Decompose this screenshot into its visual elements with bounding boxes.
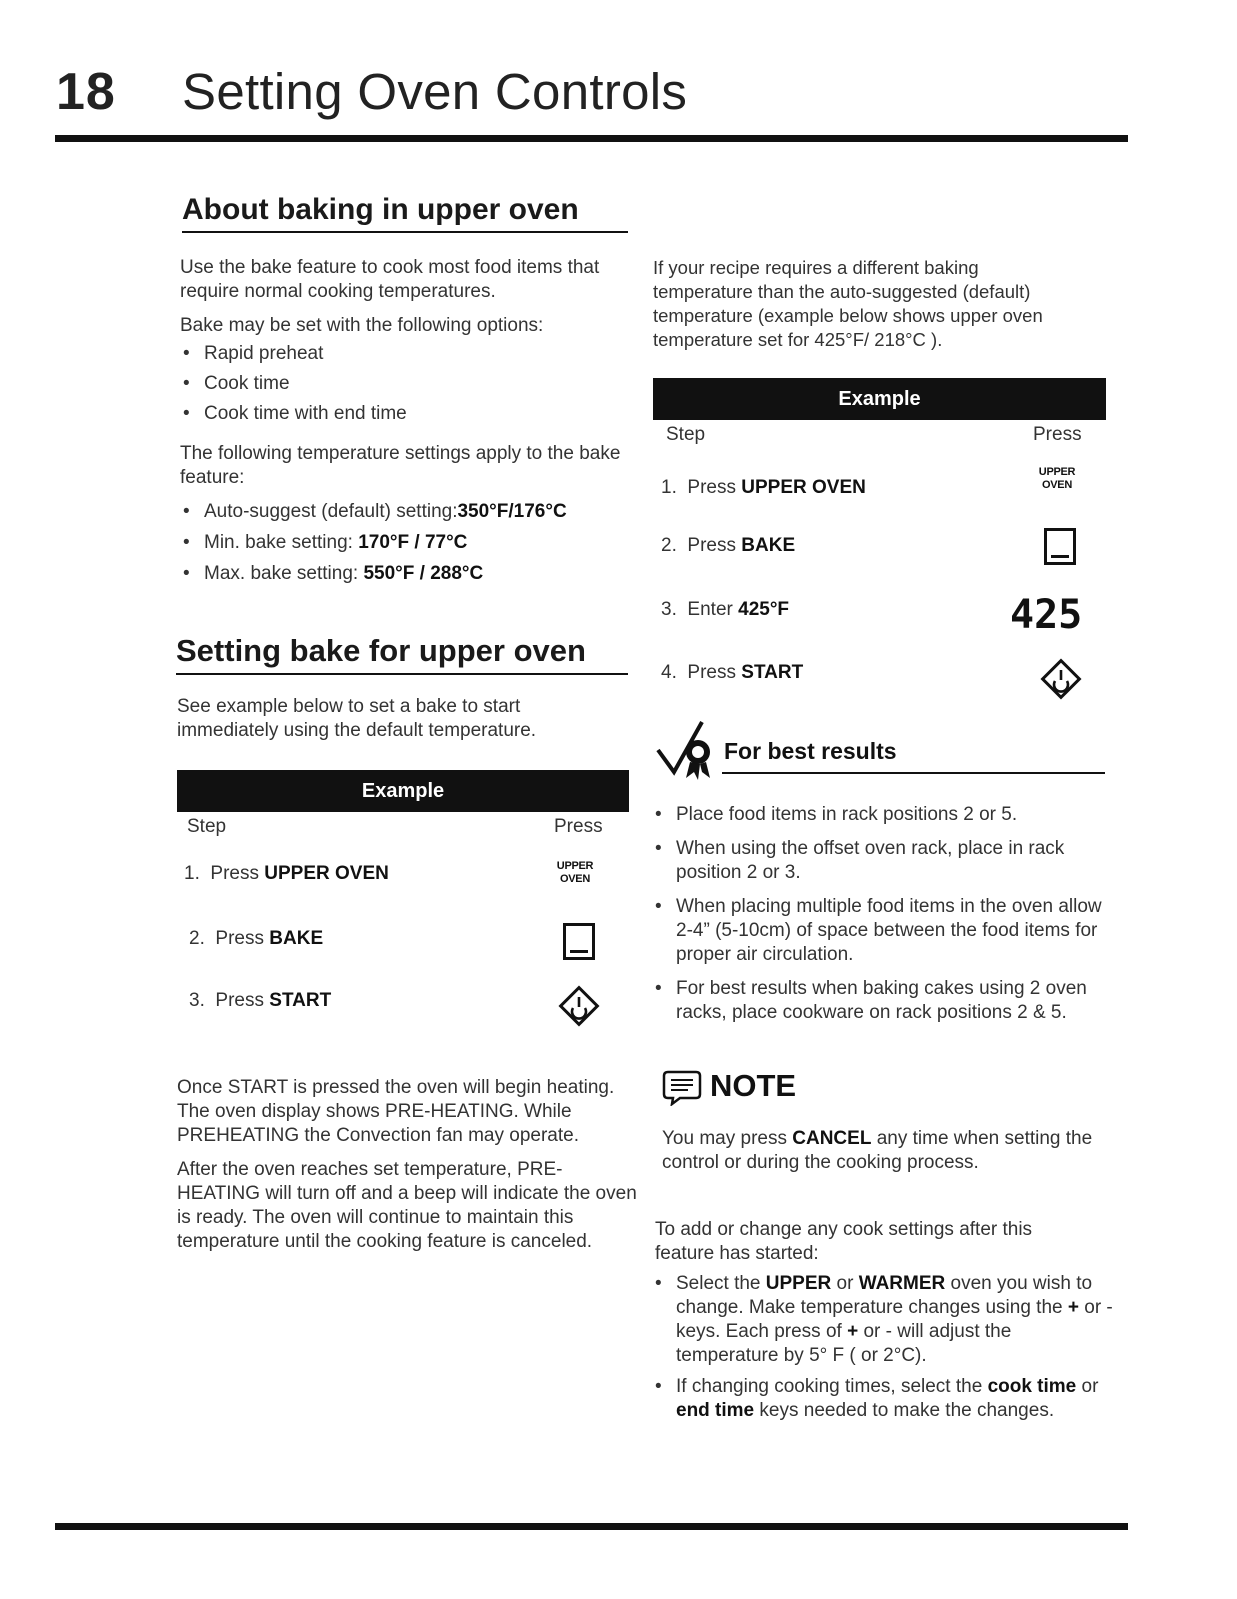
temperature-display: 425 [1010, 592, 1083, 638]
about-heading: About baking in upper oven [182, 193, 628, 233]
best-results-list [652, 803, 1122, 1035]
example-step: 2. Press BAKE [661, 535, 796, 556]
bake-options-list [180, 342, 635, 426]
note-icon [660, 1068, 704, 1106]
bake-key-icon [1044, 528, 1076, 565]
change-intro: To add or change any cook settings after this feature has started: [655, 1219, 1033, 1264]
list-item: • Select the UPPER or WARMER oven you wish to change. Make temperature changes using the + or - keys. Each press of + or - will adjust the temperature by 5° F ( or 2°C). [652, 1272, 1114, 1368]
start-key-icon [1040, 658, 1082, 700]
temperature-list [180, 500, 635, 586]
change-list [652, 1272, 1114, 1430]
note-text: You may press CANCEL any time when setting the control or during the cooking process. [662, 1128, 1093, 1173]
bake-key-icon [563, 923, 595, 960]
setting-paragraph: Once START is pressed the oven will begin heating. The oven display shows PRE-HEATING. While PREHEATING the Convection fan may operate. [177, 1077, 615, 1146]
setting-after [177, 1076, 639, 1264]
about-body [180, 256, 635, 593]
list-item: • Auto-suggest (default) setting:350°F/176°C [180, 500, 635, 524]
start-key-icon [558, 985, 600, 1027]
list-item: • Min. bake setting: 170°F / 77°C [180, 531, 635, 555]
example-step: 3. Enter 425°F [661, 599, 790, 620]
list-item: • When using the offset oven rack, place in rack position 2 or 3. [652, 837, 1122, 885]
example-step: 3. Press START [189, 990, 332, 1011]
list-item: • For best results when baking cakes using 2 oven racks, place cookware on rack positions 2 & 5. [652, 977, 1122, 1025]
setting-heading: Setting bake for upper oven [176, 633, 628, 675]
press-header: Press [1033, 424, 1082, 445]
upper-oven-key: UPPER OVEN [556, 860, 594, 885]
note-heading: NOTE [710, 1068, 797, 1103]
header-rule [55, 135, 1128, 142]
example-bar: Example [653, 378, 1106, 420]
setting-paragraph: After the oven reaches set temperature, PRE-HEATING will turn off and a beep will indicate the oven is ready. The oven will continue to maintain this temperature until the cooking feature is canceled. [177, 1159, 637, 1252]
example-step: 1. Press UPPER OVEN [184, 863, 389, 884]
right-intro: If your recipe requires a different baking temperature than the auto-suggested (default) temperature (example below shows upper oven temperature set for 425°F/ 218°C ). [653, 257, 1043, 350]
example-step: 1. Press UPPER OVEN [661, 477, 866, 498]
best-results-heading: For best results [724, 738, 897, 764]
list-item: • When placing multiple food items in the oven allow 2-4” (5-10cm) of space between the food items for proper air circulation. [652, 895, 1122, 967]
setting-intro: See example below to set a bake to start immediately using the default temperature. [177, 696, 537, 741]
step-header: Step [666, 424, 706, 445]
about-paragraph: The following temperature settings apply to the bake feature: [180, 443, 621, 488]
list-item: • Cook time [180, 372, 635, 396]
ribbon-checkmark-icon [652, 716, 718, 782]
about-paragraph: Use the bake feature to cook most food items that require normal cooking temperatures. [180, 257, 600, 302]
list-item: • Rapid preheat [180, 342, 635, 366]
footer-rule [55, 1523, 1128, 1530]
list-item: • If changing cooking times, select the cook time or end time keys needed to make the changes. [652, 1375, 1114, 1423]
example-bar: Example [177, 770, 629, 812]
step-header: Step [187, 816, 227, 837]
page-number: 18 [56, 63, 116, 121]
example-step: 2. Press BAKE [189, 928, 324, 949]
press-header: Press [554, 816, 603, 837]
best-results-rule [722, 772, 1105, 774]
list-item: • Max. bake setting: 550°F / 288°C [180, 562, 635, 586]
page-title: Setting Oven Controls [182, 63, 688, 120]
upper-oven-key: UPPER OVEN [1038, 466, 1076, 491]
about-paragraph: Bake may be set with the following options: [180, 315, 544, 336]
example-step: 4. Press START [661, 662, 804, 683]
list-item: • Place food items in rack positions 2 or 5. [652, 803, 1122, 827]
list-item: • Cook time with end time [180, 402, 635, 426]
